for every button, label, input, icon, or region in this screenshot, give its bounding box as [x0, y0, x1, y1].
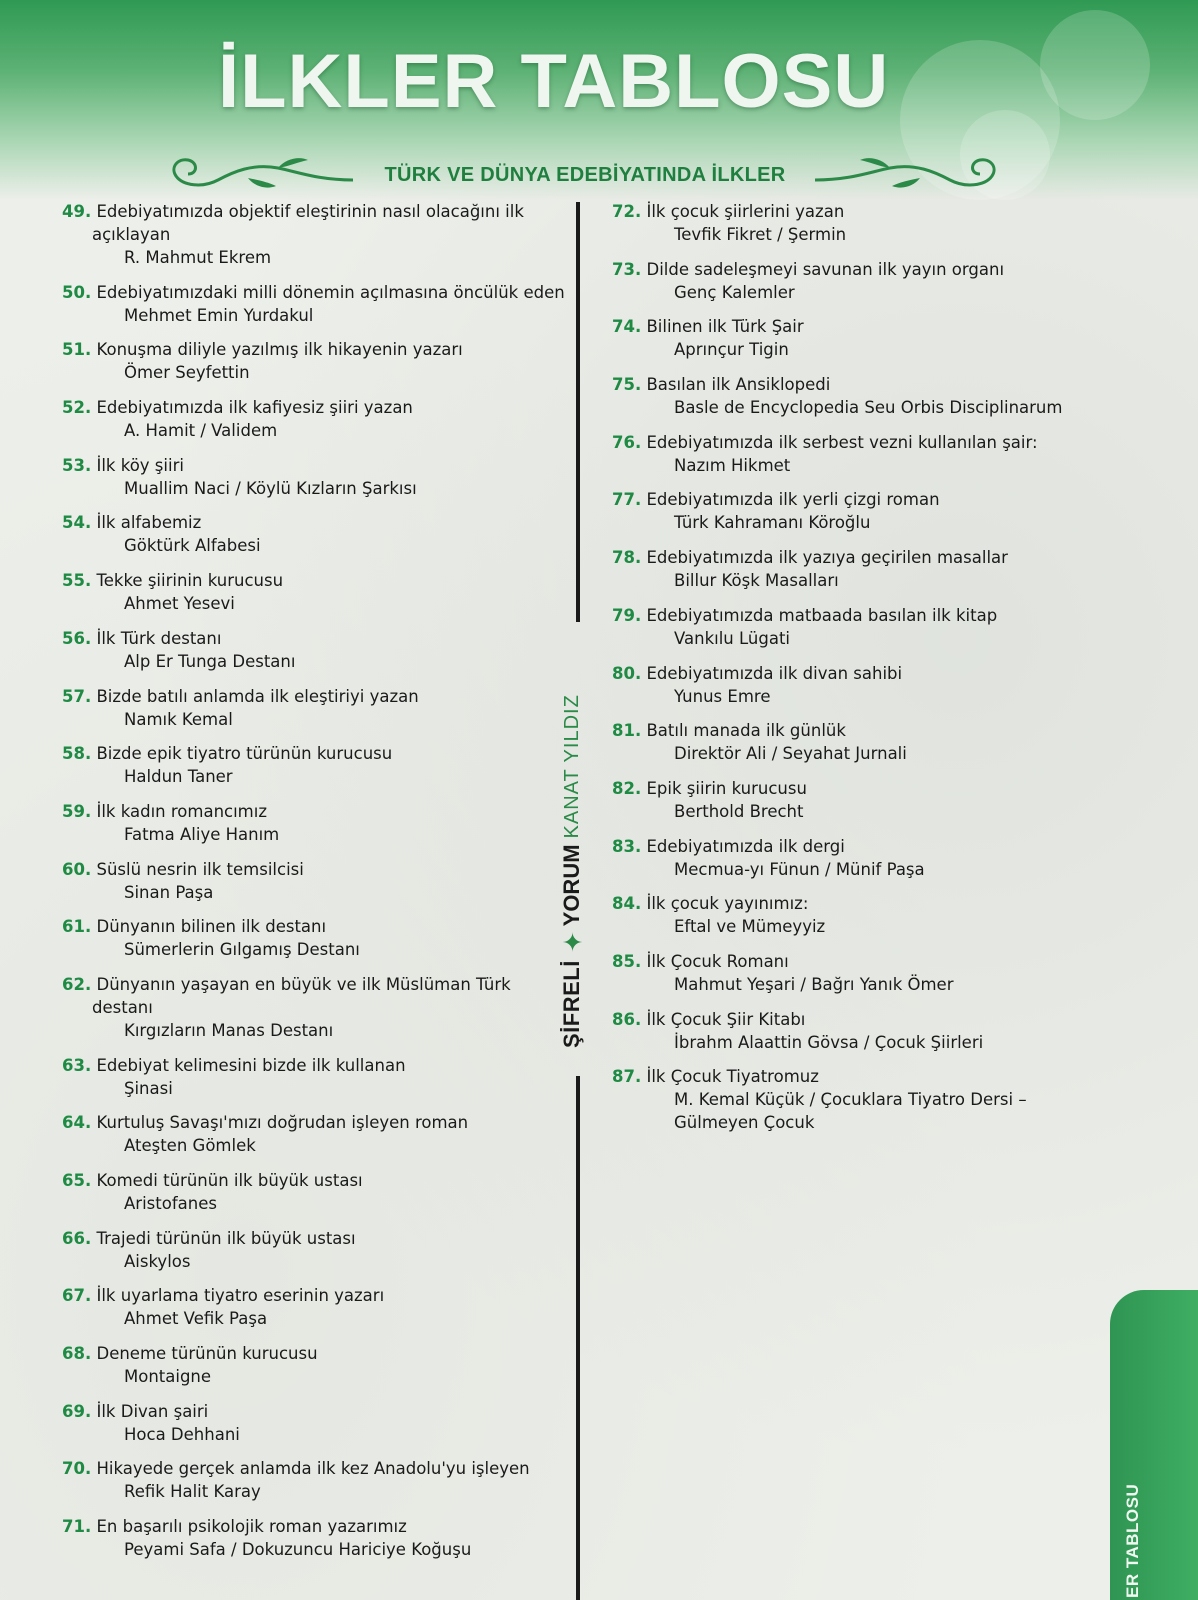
item-number: 56. — [62, 628, 92, 648]
item-answer: Basle de Encyclopedia Seu Orbis Disciplinarum — [674, 398, 1063, 418]
left-column — [62, 200, 567, 1573]
item-number: 86. — [612, 1009, 642, 1029]
item-answer: Peyami Safa / Dokuzuncu Hariciye Koğuşu — [124, 1540, 472, 1560]
item-question-text: Tekke şiirinin kurucusu — [96, 571, 284, 591]
item-question-text: Deneme türünün kurucusu — [96, 1344, 318, 1364]
item-question-text: İlk Çocuk Romanı — [646, 951, 789, 971]
right-column — [612, 200, 1092, 1146]
item-question-text: İlk Çocuk Tiyatromuz — [646, 1067, 819, 1087]
list-item — [62, 800, 567, 846]
subtitle-row — [150, 150, 1020, 196]
item-question — [612, 662, 1092, 685]
item-answer: Vankılu Lügati — [674, 628, 790, 648]
list-item — [62, 569, 567, 615]
item-question-text: İlk uyarlama tiyatro eserinin yazarı — [96, 1286, 385, 1306]
item-answer: Direktör Ali / Seyahat Jurnali — [674, 744, 907, 764]
item-question-text: Dilde sadeleşmeyi savunan ilk yayın organı — [646, 259, 1005, 279]
item-answer: Montaigne — [124, 1367, 212, 1387]
item-question-text: Edebiyatımızda ilk yerli çizgi roman — [646, 490, 940, 510]
item-question — [62, 281, 567, 304]
item-answer: Tevfik Fikret / Şermin — [674, 225, 847, 244]
item-answer: Namık Kemal — [124, 709, 233, 729]
item-number: 70. — [62, 1459, 92, 1479]
item-answer: Sinan Paşa — [124, 882, 214, 902]
item-number: 57. — [62, 686, 92, 706]
list-item — [612, 1008, 1092, 1054]
item-answer: Alp Er Tunga Destanı — [124, 651, 296, 671]
item-question — [62, 511, 567, 534]
item-question — [612, 373, 1092, 396]
item-answer: Genç Kalemler — [674, 282, 795, 302]
list-item — [612, 488, 1092, 534]
item-question-text: İlk çocuk şiirlerini yazan — [646, 202, 845, 221]
list-item — [612, 662, 1092, 708]
item-question-text: İlk Türk destanı — [96, 628, 222, 648]
item-number: 81. — [612, 721, 642, 741]
list-item — [612, 431, 1092, 477]
item-number: 53. — [62, 455, 92, 475]
item-answer: Billur Köşk Masalları — [674, 571, 839, 591]
item-number: 67. — [62, 1286, 92, 1306]
item-question-text: İlk alfabemiz — [96, 513, 202, 533]
list-item — [62, 915, 567, 961]
list-item — [612, 258, 1092, 304]
flourish-right-icon — [810, 150, 1010, 196]
item-number: 76. — [612, 432, 642, 452]
item-question — [612, 546, 1092, 569]
item-question-text: İlk Divan şairi — [96, 1401, 209, 1421]
item-question — [612, 315, 1092, 338]
item-answer: Yunus Emre — [674, 686, 771, 706]
item-question — [612, 1008, 1092, 1031]
item-question-text: Edebiyat kelimesini bizde ilk kullanan — [96, 1055, 406, 1075]
item-number: 69. — [62, 1401, 92, 1421]
side-logo — [552, 668, 592, 1048]
item-number: 80. — [612, 663, 642, 683]
item-question — [62, 454, 567, 477]
item-answer: Aristofanes — [124, 1194, 217, 1213]
item-question — [612, 719, 1092, 742]
item-question-text: Edebiyatımızda ilk dergi — [646, 836, 845, 856]
item-question-text: Kurtuluş Savaşı'mızı doğrudan işleyen roman — [96, 1113, 469, 1133]
item-question — [612, 258, 1092, 281]
item-number: 61. — [62, 917, 92, 937]
item-question — [612, 200, 1092, 223]
item-question — [62, 396, 567, 419]
list-item — [62, 627, 567, 673]
item-answer: Mehmet Emin Yurdakul — [124, 305, 314, 325]
list-item — [612, 777, 1092, 823]
item-number: 50. — [62, 282, 92, 302]
item-question-text: En başarılı psikolojik roman yazarımız — [96, 1517, 407, 1537]
item-question — [612, 431, 1092, 454]
item-question-text: Edebiyatımızda ilk yazıya geçirilen masallar — [646, 548, 1008, 568]
list-item — [612, 1065, 1092, 1134]
item-question-text: Hikayede gerçek anlamda ilk kez Anadolu'yu işleyen — [96, 1459, 530, 1479]
list-item — [612, 546, 1092, 592]
item-question — [62, 627, 567, 650]
item-answer: Ömer Seyfettin — [124, 363, 250, 383]
page-title: İLKLER TABLOSU — [218, 39, 890, 124]
item-answer: Muallim Naci / Köylü Kızların Şarkısı — [124, 478, 417, 498]
item-number: 60. — [62, 859, 92, 879]
item-answer: Mahmut Yeşari / Bağrı Yanık Ömer — [674, 974, 954, 994]
list-item — [62, 511, 567, 557]
item-question-text: Edebiyatımızdaki milli dönemin açılmasına öncülük eden — [96, 282, 565, 302]
item-question-text: Süslü nesrin ilk temsilcisi — [96, 859, 304, 879]
item-answer: Ateşten Gömlek — [124, 1136, 256, 1156]
item-question-text: Batılı manada ilk günlük — [646, 721, 846, 741]
item-question-text: Trajedi türünün ilk büyük ustası — [96, 1228, 356, 1248]
item-number: 75. — [612, 375, 642, 395]
list-item — [62, 973, 567, 1042]
column-divider-bottom — [576, 1076, 580, 1600]
item-number: 51. — [62, 340, 92, 360]
list-item — [62, 685, 567, 731]
list-item — [62, 858, 567, 904]
list-item — [62, 1169, 567, 1215]
item-question — [62, 200, 567, 246]
item-number: 72. — [612, 202, 642, 221]
item-answer: Hoca Dehhani — [124, 1424, 240, 1444]
list-item — [62, 1515, 567, 1561]
item-answer: Aiskylos — [124, 1251, 191, 1271]
item-number: 55. — [62, 571, 92, 591]
item-number: 79. — [612, 605, 642, 625]
item-question — [62, 973, 567, 1019]
item-question — [612, 835, 1092, 858]
item-question — [62, 858, 567, 881]
logo-part3: KANAT YILDIZ — [560, 694, 583, 839]
item-question — [612, 1065, 1092, 1088]
item-question — [612, 892, 1092, 915]
item-answer: Aprınçur Tigin — [674, 340, 789, 360]
item-number: 77. — [612, 490, 642, 510]
item-question-text: Dünyanın yaşayan en büyük ve ilk Müslüman Türk destanı — [92, 974, 511, 1017]
header-banner — [0, 0, 1198, 200]
subtitle: TÜRK VE DÜNYA EDEBİYATINDA İLKLER — [384, 164, 786, 186]
item-question — [612, 604, 1092, 627]
item-question — [62, 569, 567, 592]
item-number: 73. — [612, 259, 642, 279]
list-item — [612, 950, 1092, 996]
item-question — [62, 1169, 567, 1192]
list-item — [62, 1457, 567, 1503]
item-answer: Ahmet Yesevi — [124, 594, 235, 614]
list-item — [62, 200, 567, 269]
item-answer: M. Kemal Küçük / Çocuklara Tiyatro Dersi – Gülmeyen Çocuk — [674, 1090, 1027, 1133]
item-number: 58. — [62, 744, 92, 764]
list-item — [62, 1227, 567, 1273]
item-number: 71. — [62, 1517, 92, 1537]
item-number: 84. — [612, 894, 642, 914]
item-answer: Türk Kahramanı Köroğlu — [674, 513, 871, 533]
item-question — [612, 488, 1092, 511]
item-answer: Fatma Aliye Hanım — [124, 824, 280, 844]
item-number: 63. — [62, 1055, 92, 1075]
item-answer: İbrahm Alaattin Gövsa / Çocuk Şiirleri — [674, 1032, 984, 1052]
item-answer: Nazım Hikmet — [674, 455, 791, 475]
item-question-text: İlk kadın romancımız — [96, 801, 268, 821]
list-item — [612, 835, 1092, 881]
logo-part1: ŞİFRELİ — [559, 960, 584, 1048]
item-question-text: Edebiyatımızda ilk divan sahibi — [646, 663, 903, 683]
item-question — [62, 1054, 567, 1077]
item-number: 68. — [62, 1344, 92, 1364]
column-divider-top — [576, 202, 580, 622]
item-answer: Eftal ve Mümeyyiz — [674, 917, 826, 937]
item-answer: Berthold Brecht — [674, 801, 804, 821]
item-question — [62, 685, 567, 708]
list-item — [62, 396, 567, 442]
item-question-text: Edebiyatımızda ilk serbest vezni kullanılan şair: — [646, 432, 1038, 452]
item-answer: Refik Halit Karay — [124, 1482, 261, 1502]
list-item — [62, 1400, 567, 1446]
list-item — [62, 454, 567, 500]
item-question — [62, 742, 567, 765]
item-question-text: Bilinen ilk Türk Şair — [646, 317, 804, 337]
item-number: 49. — [62, 202, 92, 221]
item-question — [62, 915, 567, 938]
item-question — [62, 1227, 567, 1250]
item-number: 66. — [62, 1228, 92, 1248]
item-question-text: İlk Çocuk Şiir Kitabı — [646, 1009, 806, 1029]
list-item — [612, 604, 1092, 650]
item-answer: Göktürk Alfabesi — [124, 536, 261, 556]
list-item — [612, 200, 1092, 246]
item-question-text: Bizde epik tiyatro türünün kurucusu — [96, 744, 393, 764]
item-number: 52. — [62, 398, 92, 418]
item-question — [62, 1457, 567, 1480]
item-question — [62, 1400, 567, 1423]
item-answer: R. Mahmut Ekrem — [124, 248, 272, 267]
item-number: 85. — [612, 951, 642, 971]
item-number: 62. — [62, 974, 92, 994]
item-question — [62, 1111, 567, 1134]
item-question-text: Edebiyatımızda matbaada basılan ilk kitap — [646, 605, 998, 625]
item-number: 83. — [612, 836, 642, 856]
list-item — [62, 1342, 567, 1388]
item-question — [62, 800, 567, 823]
item-number: 59. — [62, 801, 92, 821]
list-item — [612, 892, 1092, 938]
list-item — [612, 719, 1092, 765]
item-number: 65. — [62, 1171, 92, 1190]
item-question-text: Edebiyatımızda objektif eleştirinin nasıl olacağını ilk açıklayan — [92, 202, 524, 244]
item-question-text: Bizde batılı anlamda ilk eleştiriyi yazan — [96, 686, 419, 706]
item-question — [612, 950, 1092, 973]
item-question-text: Edebiyatımızda ilk kafiyesiz şiiri yazan — [96, 398, 413, 418]
item-question-text: Dünyanın bilinen ilk destanı — [96, 917, 327, 937]
item-question — [62, 1342, 567, 1365]
item-answer: Sümerlerin Gılgamış Destanı — [124, 940, 360, 960]
item-number: 87. — [612, 1067, 642, 1087]
item-number: 64. — [62, 1113, 92, 1133]
item-answer: A. Hamit / Validem — [124, 421, 278, 441]
item-answer: Kırgızların Manas Destanı — [124, 1020, 334, 1040]
item-question-text: İlk çocuk yayınımız: — [646, 894, 809, 914]
item-number: 74. — [612, 317, 642, 337]
item-question-text: Konuşma diliyle yazılmış ilk hikayenin yazarı — [96, 340, 463, 360]
item-question-text: Basılan ilk Ansiklopedi — [646, 375, 831, 395]
list-item — [62, 338, 567, 384]
item-question-text: Epik şiirin kurucusu — [646, 778, 807, 798]
list-item — [62, 1111, 567, 1157]
item-question — [62, 1284, 567, 1307]
item-number: 82. — [612, 778, 642, 798]
item-number: 78. — [612, 548, 642, 568]
item-answer: Şinasi — [124, 1078, 173, 1098]
item-question-text: İlk köy şiiri — [96, 455, 184, 475]
logo-part2: YORUM — [559, 844, 584, 927]
item-answer: Mecmua-yı Fünun / Münif Paşa — [674, 859, 925, 879]
item-question-text: Komedi türünün ilk büyük ustası — [96, 1171, 363, 1190]
logo-mark-icon: ✦ — [561, 927, 583, 958]
item-question — [612, 777, 1092, 800]
list-item — [612, 315, 1092, 361]
item-number: 54. — [62, 513, 92, 533]
list-item — [62, 742, 567, 788]
item-answer: Haldun Taner — [124, 767, 233, 787]
item-question — [62, 1515, 567, 1538]
list-item — [612, 373, 1092, 419]
side-tab-label: ER TABLOSU — [1123, 1483, 1142, 1598]
item-question — [62, 338, 567, 361]
item-answer: Ahmet Vefik Paşa — [124, 1309, 268, 1329]
list-item — [62, 1054, 567, 1100]
list-item — [62, 281, 567, 327]
list-item — [62, 1284, 567, 1330]
